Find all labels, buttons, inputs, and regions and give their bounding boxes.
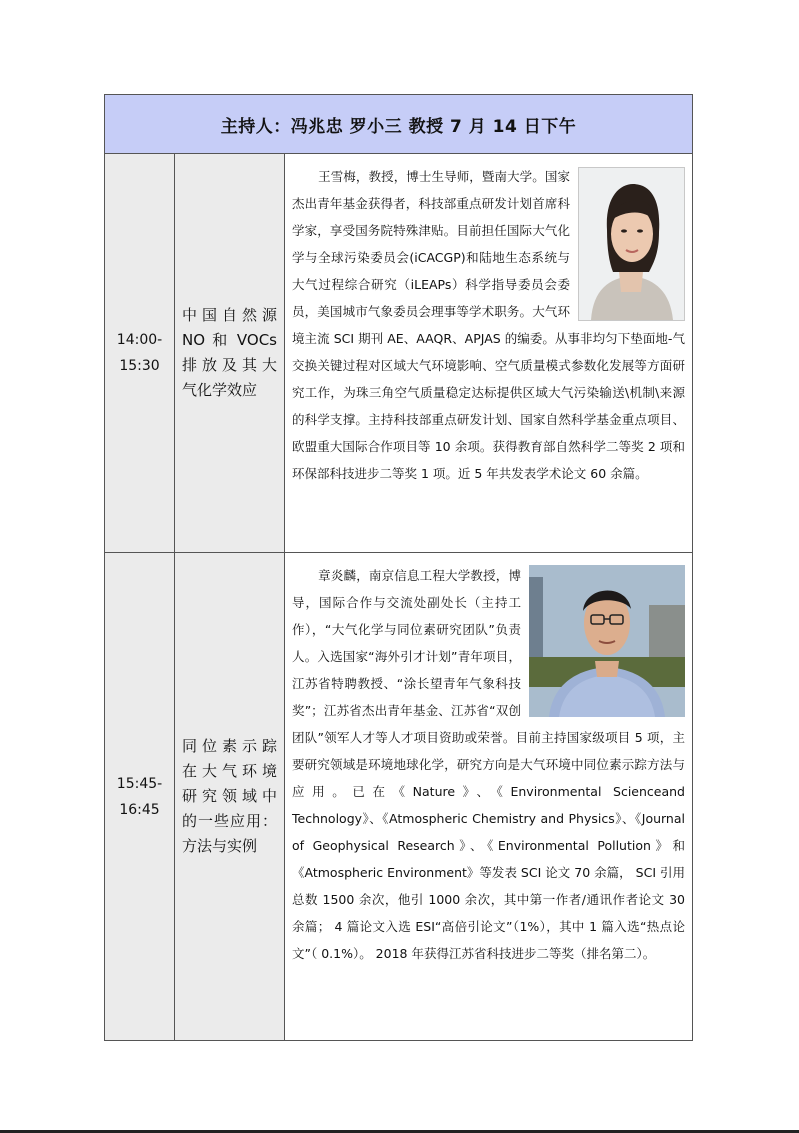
topic-line: NO 和 VOCs: [182, 331, 277, 349]
portrait-man-image: [529, 565, 685, 717]
bio-cell: [285, 553, 693, 1041]
portrait-photo: [578, 167, 685, 321]
topic-line: 排放及其大: [182, 356, 277, 374]
topic-line: 的一些应用：: [182, 812, 277, 830]
topic-line: 中国自然源: [182, 306, 277, 324]
topic-line: 方法与实例: [182, 837, 258, 855]
time-cell: [105, 553, 175, 1041]
portrait-woman-image: [579, 168, 684, 320]
portrait-photo: [529, 565, 685, 717]
topic-line: 气化学效应: [182, 381, 258, 399]
time-start: 14:00-: [116, 332, 163, 348]
table-row: [105, 154, 693, 553]
topic-cell: [175, 553, 285, 1041]
schedule-table: [104, 94, 693, 1041]
topic-line: 同位素示踪: [182, 737, 277, 755]
session-header: 主持人：冯兆忠 罗小三 教授 7 月 14 日下午: [105, 95, 693, 154]
table-row: [105, 553, 693, 1041]
bio-text: 王雪梅，教授，博士生导师，暨南大学。国家杰出青年基金获得者，科技部重点研发计划首席科学家，享受国务院特殊津贴。目前担任国际大气化学与全球污染委员会(iCACGP)和陆地生态系统与大气过程综合研究（iLEAPs）科学指导委员会委员，美国城市气象委员会理事等学术职务。大气环境主流 SCI 期刊 AE、AAQR、APJAS 的编委。从事非均匀下垫面地-气交换关键过程对区域大气环境影响、空气质量模式参数化发展等方面研究工作，为珠三角空气质量稳定达标提供区域大气污染输送\机制\来源的科学支撑。主持科技部重点研发计划、国家自然科学基金重点项目、欧盟重大国际合作项目等 10 余项。获得教育部自然科学二等奖 2 项和环保部科技进步二等奖 1 项。近 5 年共发表学术论文 60 余篇。: [292, 169, 685, 481]
time-end: 15:30: [119, 358, 160, 374]
topic-line: 研究领域中: [182, 787, 277, 805]
bio-text: 章炎麟，南京信息工程大学教授，博导，国际合作与交流处副处长（主持工作），“大气化学与同位素研究团队”负责人。入选国家“海外引才计划”青年项目，江苏省特聘教授、“涂长望青年气象科技奖”；江苏省杰出青年基金、江苏省“双创团队”领军人才等人才项目资助或荣誉。目前主持国家级项目 5 项，主要研究领域是环境地球化学，研究方向是大气环境中同位素示踪方法与应用。已在《Nature》、《Environmental Scienceand Technology》、《Atmospheric Chemistry and Physics》、《Journal of Geophysical Research》、《Environmental Pollution》和《Atmospheric Environment》等发表 SCI 论文 70 余篇， SCI 引用总数 1500 余次，他引 1000 余次，其中第一作者/通讯作者论文 30 余篇； 4 篇论文入选 ESI“高倍引论文”（1%），其中 1 篇入选“热点论文”（ 0.1%）。 2018 年获得江苏省科技进步二等奖（排名第二）。: [292, 568, 685, 961]
bio-cell: [285, 154, 693, 553]
time-end: 16:45: [119, 801, 160, 818]
topic-cell: [175, 154, 285, 553]
topic-line: 在大气环境: [182, 762, 277, 780]
time-start: 15:45-: [116, 775, 163, 792]
time-cell: [105, 154, 175, 553]
